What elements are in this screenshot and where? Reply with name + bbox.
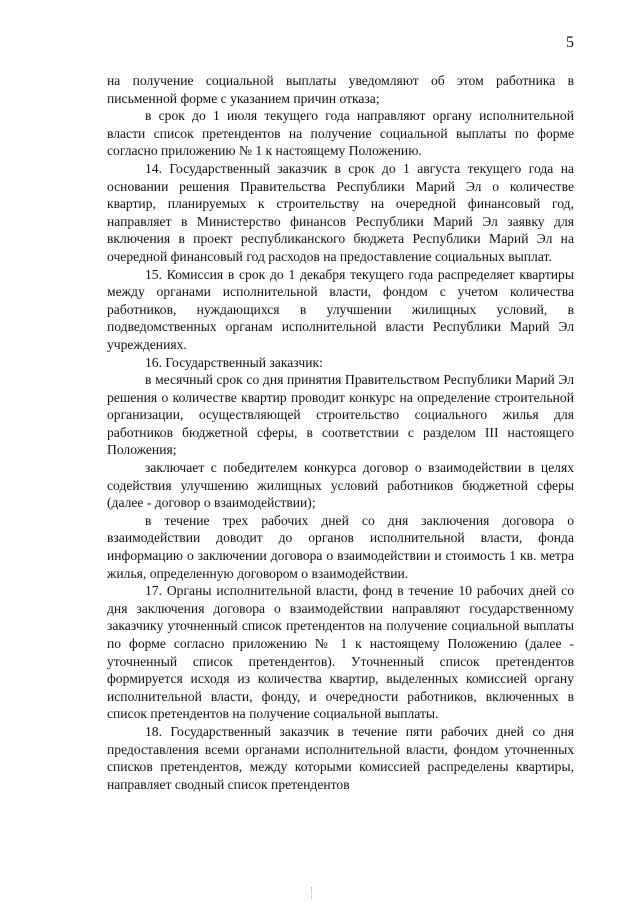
paragraph-2: в срок до 1 июля текущего года направляют органу исполнительной власти список претендентов на получение социальной выплаты по форме согласно приложению № 1 к настоящему Положению. <box>107 108 574 159</box>
paragraph-item-16-heading: 16. Государственный заказчик: <box>145 354 323 370</box>
paragraph-1: на получение социальной выплаты уведомляют об этом работника в письменной форме с указанием причин отказа; <box>107 73 574 106</box>
scan-mark <box>311 887 313 899</box>
paragraph-item-15: 15. Комиссия в срок до 1 декабря текущего года распределяет квартиры между органами исполнительной власти, фондом с учетом количества работников, нуждающихся в улучшении жилищных условий, в подведомственных органам исполнительной власти Республики Марий Эл учреждениях. <box>107 266 574 352</box>
paragraph-item-16-b: заключает с победителем конкурса договор о взаимодействии в целях содействия улучшению жилищных условий работников бюджетной сферы (далее - договор о взаимодействии); <box>107 460 574 511</box>
paragraph-item-16-c: в течение трех рабочих дней со дня заключения договора о взаимодействии доводит до органов исполнительной власти, фонда информацию о заключении договора о взаимодействии и стоимость 1 кв. метра жилья, определенную договором о взаимодействии. <box>107 512 574 581</box>
paragraph-item-16-a: в месячный срок со дня принятия Правительством Республики Марий Эл решения о количестве квартир проводит конкурс на определение строительной организации, осуществляющей строительство социального жилья для работников бюджетной сферы, в соответствии с разделом III настоящего Положения; <box>107 372 574 458</box>
document-body <box>107 72 574 793</box>
paragraph-item-17: 17. Органы исполнительной власти, фонд в течение 10 рабочих дней со дня заключения договора о взаимодействии направляют государственному заказчику уточненный список претендентов на получение социальной выплаты по форме согласно приложению № 1 к настоящему Положению (далее - уточненный список претендентов). Уточненный список претендентов формируется исходя из количества квартир, выделенных комиссией органу исполнительной власти, фонду, и очередности работников, включенных в список претендентов на получение социальной выплаты. <box>107 583 574 722</box>
page-number: 5 <box>566 34 574 51</box>
paragraph-item-14: 14. Государственный заказчик в срок до 1 августа текущего года на основании решения Правительства Республики Марий Эл о количестве квартир, планируемых к строительству на очередной финансовый год, направляет в Министерство финансов Республики Марий Эл заявку для включения в проект республиканского бюджета Республики Марий Эл на очередной финансовый год расходов на предоставление социальных выплат. <box>107 160 574 264</box>
paragraph-item-18: 18. Государственный заказчик в течение пяти рабочих дней со дня предоставления всеми органами исполнительной власти, фондом уточненных списков претендентов, между которыми комиссией распределены квартиры, направляет сводный список претендентов <box>107 723 574 792</box>
